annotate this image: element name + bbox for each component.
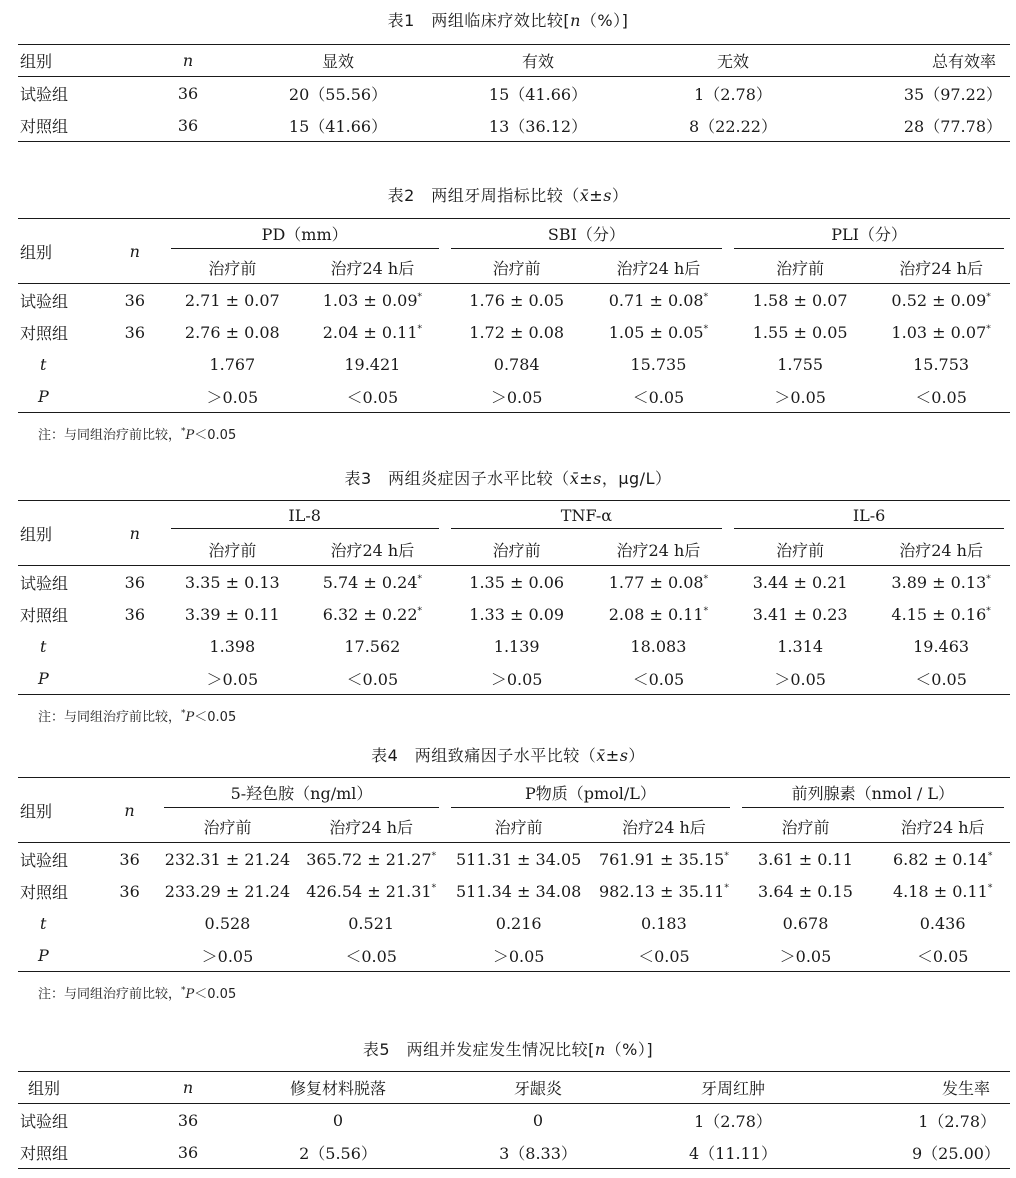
table3-cell: 1.398 [209, 636, 256, 656]
significance-mark: * [703, 574, 709, 585]
table1-cell: 1（2.78） [694, 84, 772, 104]
table5-cell: 9（25.00） [912, 1143, 1000, 1163]
significance-mark: * [417, 606, 423, 617]
table3-value: 5.74 ± 0.24 [322, 572, 418, 592]
table4-cell: 511.31 ± 34.05 [455, 849, 582, 869]
table4-caption-suffix: ） [628, 746, 645, 765]
table2-value: 1.03 ± 0.09 [322, 290, 418, 310]
table-row [18, 380, 1010, 413]
table4-cell: 232.31 ± 21.24 [164, 849, 291, 869]
table-row [18, 109, 1010, 142]
table4-cell: 3.64 ± 0.15 [758, 881, 853, 901]
table1-caption-suffix: （%）] [580, 11, 629, 30]
table2-group-label: PD（mm） [171, 222, 439, 249]
table3-sub-before: 治疗前 [208, 540, 257, 560]
table4-note-text: 注：与同组治疗前比较， [38, 987, 182, 1002]
table3-value: 6.32 ± 0.22 [322, 604, 418, 624]
table2-value: 1.03 ± 0.07 [891, 322, 987, 342]
table3-cell: ＜0.05 [632, 669, 685, 689]
table4-cell: 233.29 ± 21.24 [164, 881, 291, 901]
table2-cell [105, 348, 165, 380]
table4-value: 4.18 ± 0.11 [892, 881, 988, 901]
table5-caption [0, 1037, 1016, 1060]
table2-note [38, 424, 236, 443]
table3-header-group: 组别 [18, 501, 105, 566]
table4-value: 6.82 ± 0.14 [892, 849, 988, 869]
table3-cell: 1.35 ± 0.06 [469, 572, 565, 592]
table2-cell [589, 316, 728, 348]
table3-cell: ＜0.05 [915, 669, 967, 689]
table2-caption-var: x̄ [579, 186, 590, 205]
table3-cell: 1.314 [777, 636, 824, 656]
table1-header-row [18, 45, 1010, 77]
table5-header-detach: 修复材料脱落 [289, 1079, 386, 1098]
table4-cell: ＞0.05 [201, 946, 254, 966]
table4-sub-after: 治疗24 h后 [329, 817, 414, 837]
table1-header-total-rate: 总有效率 [931, 52, 996, 71]
table3-sub-after: 治疗24 h后 [616, 540, 701, 560]
table2-note-value: ＜0.05 [194, 428, 237, 443]
table4-cell: 0.528 [204, 913, 251, 933]
table1-cell: 28（77.78） [903, 116, 1002, 136]
table3-cell: 36 [124, 604, 145, 624]
table2-cell [589, 284, 728, 317]
table2-cell-p: P [38, 386, 49, 406]
table2-cell: ＞0.05 [206, 387, 259, 407]
table2 [18, 218, 1010, 413]
table3-cell [300, 598, 445, 630]
table2-cell: 1.55 ± 0.05 [752, 322, 848, 342]
significance-mark: * [181, 426, 186, 437]
table1-caption [0, 8, 1016, 31]
significance-mark: * [181, 985, 186, 996]
table3-sub-row [18, 533, 1010, 566]
table-row [18, 1136, 1010, 1169]
table3-caption-var: x̄ [569, 469, 580, 488]
table-row [18, 598, 1010, 630]
table4-cell: ＜0.05 [916, 946, 969, 966]
table3-cell-p: P [38, 668, 49, 688]
table4-cell-p: P [38, 945, 49, 965]
table2-cell: 2.71 ± 0.07 [184, 290, 280, 310]
table2-sub-before: 治疗前 [492, 258, 541, 278]
table5-header-group: 组别 [28, 1079, 61, 1098]
table2-value: 0.71 ± 0.08 [608, 290, 704, 310]
table4-note [38, 983, 236, 1002]
table-row [18, 875, 1010, 907]
significance-mark: * [181, 708, 186, 719]
table2-group-pli [728, 219, 1010, 252]
table-row [18, 662, 1010, 695]
table3-caption-mid: ± [579, 469, 594, 488]
table3-cell [105, 630, 165, 662]
table3-group-label: IL-8 [171, 506, 439, 529]
table4-cell: ＜0.05 [638, 946, 690, 966]
table5-cell: 试验组 [20, 1111, 69, 1131]
table3-group-row [18, 501, 1010, 534]
table2-sub-row [18, 251, 1010, 284]
significance-mark: * [417, 574, 423, 585]
table1-header-effective: 有效 [521, 52, 554, 71]
table1-cell: 35（97.22） [903, 84, 1002, 104]
table3-cell: 3.41 ± 0.23 [752, 604, 848, 624]
table5-cell: 4（11.11） [689, 1143, 777, 1163]
table4-group-5ht [158, 778, 445, 811]
table3-note-value: ＜0.05 [194, 710, 237, 725]
table1-cell: 对照组 [20, 116, 69, 136]
table2-caption-prefix: 表2 两组牙周指标比较（ [387, 186, 580, 205]
table3-cell: 1.139 [493, 636, 540, 656]
table1-cell: 8（22.22） [689, 116, 777, 136]
table4-sub-after: 治疗24 h后 [622, 817, 706, 837]
table3-group-label: TNF-α [451, 506, 722, 529]
table2-cell: 15.735 [630, 354, 687, 374]
table2-cell: ＞0.05 [490, 387, 543, 407]
table1-caption-prefix: 表1 两组临床疗效比较[ [387, 11, 571, 30]
table2-sub-after: 治疗24 h后 [616, 258, 701, 278]
table1-header-group: 组别 [20, 52, 53, 71]
table4-cell: 对照组 [20, 882, 69, 902]
table3-value: 4.15 ± 0.16 [891, 604, 987, 624]
table3-cell-t: t [40, 636, 47, 656]
table1-cell: 36 [177, 83, 199, 103]
table5-caption-suffix: （%）] [605, 1040, 654, 1059]
table2-value: 2.04 ± 0.11 [322, 322, 418, 342]
table2-cell: 36 [124, 290, 145, 310]
table4-value: 426.54 ± 21.31 [306, 881, 432, 901]
table5-cell: 1（2.78） [918, 1111, 996, 1131]
table5-header-rate: 发生率 [941, 1079, 990, 1098]
table2-cell: 1.58 ± 0.07 [752, 290, 848, 310]
table4-caption-prefix: 表4 两组致痛因子水平比较（ [371, 746, 597, 765]
significance-mark: * [703, 292, 709, 303]
table3-cell [105, 662, 165, 695]
significance-mark: * [703, 606, 709, 617]
table2-value: 1.05 ± 0.05 [608, 322, 704, 342]
table3-note [38, 706, 236, 725]
significance-mark: * [417, 292, 423, 303]
table1-cell: 15（41.66） [288, 116, 388, 136]
table4-cell: 0.521 [348, 913, 395, 933]
table3-cell [589, 598, 728, 630]
table4-group-sp [445, 778, 735, 811]
table4-sub-row [18, 810, 1010, 843]
table5-cell: 0 [532, 1110, 544, 1130]
table2-caption-mid: ± [589, 186, 604, 205]
table2-caption-var2: s [603, 186, 612, 205]
table2-cell: ＞0.05 [774, 387, 826, 407]
table4-caption-var2: s [619, 746, 629, 765]
table3-caption-var2: s [593, 469, 602, 488]
table3-cell: 3.44 ± 0.21 [752, 572, 848, 592]
table4-cell: 3.61 ± 0.11 [758, 849, 853, 869]
table-row [18, 316, 1010, 348]
table2-cell: 15.753 [913, 354, 970, 374]
table-row [18, 843, 1010, 876]
table4-sub-before: 治疗前 [203, 817, 252, 837]
table4-cell [101, 939, 157, 972]
table3-caption-suffix: ，μg/L） [601, 469, 672, 488]
table5-header-n: n [182, 1078, 194, 1097]
table3-cell: 试验组 [20, 573, 69, 593]
table5-cell: 0 [332, 1110, 344, 1130]
table4-value: 761.91 ± 35.15 [598, 849, 725, 869]
table4-group-label: P物质（pmol/L） [451, 781, 729, 808]
table2-cell [300, 284, 445, 317]
table2-cell: 1.767 [209, 354, 256, 374]
table2-cell: 36 [124, 322, 145, 342]
table2-group-row [18, 219, 1010, 252]
table3-value: 2.08 ± 0.11 [608, 604, 704, 624]
table2-caption-suffix: ） [611, 186, 629, 205]
significance-mark: * [431, 883, 437, 894]
table1-header-n: n [182, 51, 194, 70]
table3-caption-prefix: 表3 两组炎症因子水平比较（ [344, 469, 570, 488]
table4-sub-before: 治疗前 [781, 817, 830, 837]
table4-value: 365.72 ± 21.27 [306, 849, 432, 869]
table3-cell: ＞0.05 [490, 669, 543, 689]
significance-mark: * [724, 883, 729, 894]
table4-caption-var: x̄ [596, 746, 606, 765]
table-row [18, 907, 1010, 939]
table4-cell [592, 843, 735, 876]
table4-cell [297, 843, 445, 876]
table4-cell [297, 875, 445, 907]
table2-cell: 1.72 ± 0.08 [469, 322, 565, 342]
table-row [18, 630, 1010, 662]
table4-cell [592, 875, 735, 907]
table2-sub-after: 治疗24 h后 [899, 258, 983, 278]
table3-sub-after: 治疗24 h后 [899, 540, 983, 560]
significance-mark: * [724, 851, 729, 862]
table5-cell: 36 [177, 1110, 199, 1130]
table2-cell-t: t [40, 354, 47, 374]
table3-value: 1.77 ± 0.08 [608, 572, 704, 592]
table1-cell: 试验组 [20, 84, 69, 104]
table4 [18, 777, 1010, 972]
table2-note-var: P [185, 428, 195, 443]
table2-header-group: 组别 [18, 219, 105, 284]
table2-group-label: PLI（分） [734, 222, 1004, 249]
table4-cell: 36 [119, 849, 140, 869]
significance-mark: * [417, 324, 423, 335]
table4-cell [875, 843, 1010, 876]
table4-cell-t: t [40, 913, 47, 933]
table5-header-swelling: 牙周红肿 [700, 1079, 765, 1098]
significance-mark: * [986, 324, 991, 335]
table2-cell: 试验组 [20, 291, 69, 311]
table1 [18, 44, 1010, 142]
table4-note-value: ＜0.05 [194, 987, 237, 1002]
table5 [18, 1071, 1010, 1169]
table3-value: 3.89 ± 0.13 [891, 572, 987, 592]
table2-caption [0, 183, 1016, 206]
table4-cell: 0.216 [495, 913, 542, 933]
table3-cell: 17.562 [344, 636, 401, 656]
table5-header-row [18, 1072, 1010, 1104]
table4-group-row [18, 778, 1010, 811]
significance-mark: * [987, 883, 993, 894]
table4-value: 982.13 ± 35.11 [598, 881, 725, 901]
table2-sub-before: 治疗前 [208, 258, 257, 278]
table2-cell [872, 284, 1010, 317]
table3-cell: 对照组 [20, 605, 69, 625]
table2-cell: 1.76 ± 0.05 [469, 290, 565, 310]
table3-cell: 19.463 [913, 636, 970, 656]
table2-cell: ＜0.05 [915, 387, 967, 407]
table3-group-tnf [445, 501, 728, 534]
table3-cell: 18.083 [630, 636, 687, 656]
table2-cell: 1.755 [777, 354, 824, 374]
table4-cell: 0.678 [782, 913, 829, 933]
table3-cell: 3.39 ± 0.11 [184, 604, 280, 624]
table3-note-var: P [185, 710, 195, 725]
table5-cell: 2（5.56） [299, 1143, 377, 1163]
table3 [18, 500, 1010, 695]
table2-cell: ＜0.05 [632, 387, 685, 407]
table2-cell: 2.76 ± 0.08 [184, 322, 280, 342]
table-row [18, 939, 1010, 972]
table3-sub-before: 治疗前 [492, 540, 541, 560]
table3-sub-after: 治疗24 h后 [330, 540, 415, 560]
table5-cell: 1（2.78） [694, 1111, 772, 1131]
table2-sub-before: 治疗前 [776, 258, 825, 278]
table4-cell: ＞0.05 [779, 946, 832, 966]
table2-cell: 对照组 [20, 323, 69, 343]
table3-sub-before: 治疗前 [776, 540, 825, 560]
table4-header-group: 组别 [18, 778, 101, 843]
table4-cell: ＜0.05 [345, 946, 397, 966]
significance-mark: * [703, 324, 709, 335]
table5-caption-var: n [594, 1040, 606, 1059]
table4-cell: 511.34 ± 34.08 [455, 881, 582, 901]
table1-cell: 15（41.66） [488, 84, 588, 104]
table3-cell: ＞0.05 [206, 669, 259, 689]
table3-cell: ＜0.05 [346, 669, 399, 689]
table5-cell: 对照组 [20, 1143, 69, 1163]
table2-cell [872, 316, 1010, 348]
table2-group-sbi [445, 219, 728, 252]
table3-cell [300, 566, 445, 599]
significance-mark: * [986, 574, 991, 585]
table3-group-label: IL-6 [734, 506, 1004, 529]
table2-cell: ＜0.05 [346, 387, 399, 407]
table2-cell [105, 380, 165, 413]
table4-note-var: P [185, 987, 195, 1002]
table3-header-n: n [105, 501, 165, 566]
table3-note-text: 注：与同组治疗前比较， [38, 710, 182, 725]
table4-group-pg [736, 778, 1010, 811]
table2-group-label: SBI（分） [451, 222, 722, 249]
table1-header-ineffective: 无效 [716, 52, 749, 71]
table3-cell [589, 566, 728, 599]
table5-cell: 36 [177, 1142, 199, 1162]
table3-caption [0, 466, 1016, 489]
table4-cell: ＞0.05 [492, 946, 545, 966]
table5-cell: 3（8.33） [499, 1143, 577, 1163]
table3-cell: 1.33 ± 0.09 [469, 604, 565, 624]
table3-cell: 3.35 ± 0.13 [184, 572, 280, 592]
table2-cell: 19.421 [344, 354, 401, 374]
significance-mark: * [986, 292, 991, 303]
table2-note-text: 注：与同组治疗前比较， [38, 428, 182, 443]
table2-sub-after: 治疗24 h后 [330, 258, 415, 278]
table3-group-il6 [728, 501, 1010, 534]
table4-caption [0, 743, 1016, 766]
table5-caption-prefix: 表5 两组并发症发生情况比较[ [362, 1040, 595, 1059]
table1-cell: 36 [177, 115, 199, 135]
table4-cell: 36 [119, 881, 140, 901]
significance-mark: * [431, 851, 437, 862]
table4-cell: 试验组 [20, 850, 69, 870]
table1-cell: 13（36.12） [488, 116, 588, 136]
table-row [18, 348, 1010, 380]
table4-cell [101, 907, 157, 939]
table1-cell: 20（55.56） [288, 84, 388, 104]
table2-header-n: n [105, 219, 165, 284]
table-row [18, 1104, 1010, 1137]
table2-cell [300, 316, 445, 348]
significance-mark: * [986, 606, 991, 617]
table4-sub-before: 治疗前 [494, 817, 543, 837]
table1-header-marked: 显效 [321, 52, 354, 71]
table2-cell: 0.784 [493, 354, 540, 374]
table4-group-label: 5-羟色胺（ng/ml） [164, 781, 439, 808]
table3-cell [872, 566, 1010, 599]
table-row [18, 284, 1010, 317]
table4-header-n: n [101, 778, 157, 843]
table4-group-label: 前列腺素（nmol / L） [742, 781, 1004, 808]
table2-value: 0.52 ± 0.09 [891, 290, 987, 310]
table-row [18, 77, 1010, 110]
significance-mark: * [987, 851, 993, 862]
table-row [18, 566, 1010, 599]
table4-cell: 0.183 [640, 913, 687, 933]
table5-header-gingivitis: 牙龈炎 [513, 1079, 562, 1098]
table1-caption-var: n [570, 11, 581, 30]
table3-cell: ＞0.05 [774, 669, 826, 689]
table3-cell [872, 598, 1010, 630]
table4-sub-after: 治疗24 h后 [900, 817, 985, 837]
table3-group-il8 [165, 501, 445, 534]
table4-cell: 0.436 [919, 913, 966, 933]
table3-cell: 36 [124, 572, 145, 592]
table2-group-pd [165, 219, 445, 252]
table4-caption-mid: ± [605, 746, 620, 765]
table4-cell [875, 875, 1010, 907]
